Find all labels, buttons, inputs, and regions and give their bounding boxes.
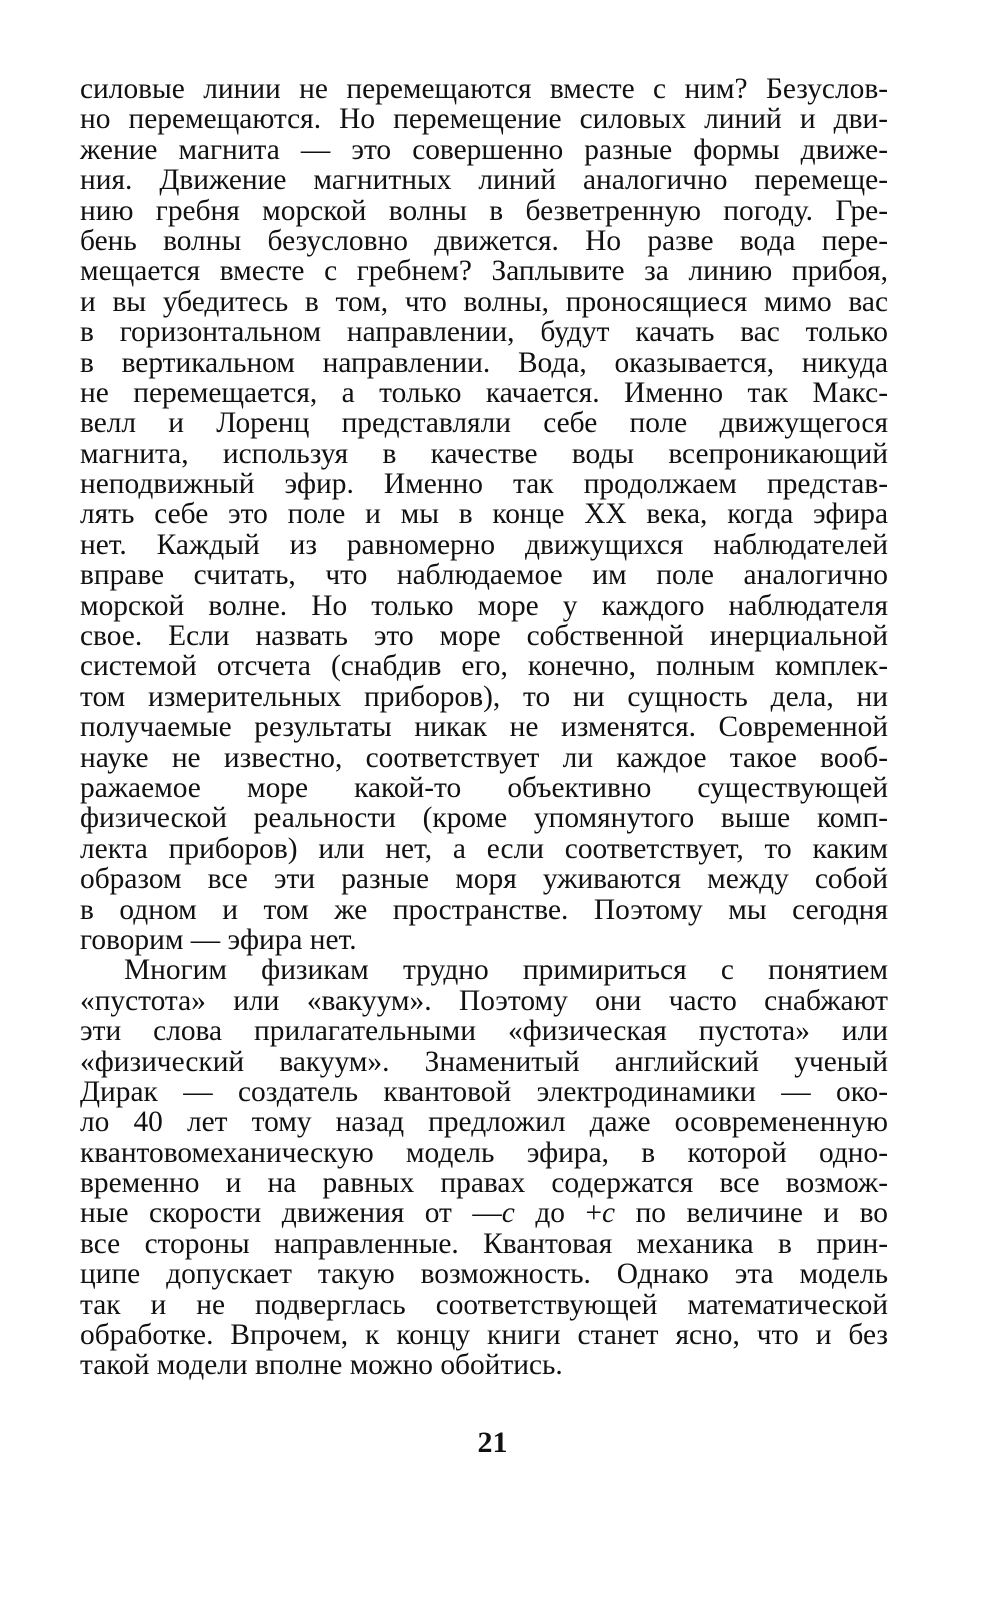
paragraph — [80, 74, 888, 955]
text-line: жение магнита — это совершенно разные формы движе- — [80, 133, 888, 166]
text-line: говорим — эфира нет. — [80, 923, 357, 956]
text-line: «пустота» или «вакуум». Поэтому они часто снабжают — [80, 984, 888, 1017]
text-line: нию гребня морской волны в безветренную погоду. Гре- — [80, 194, 888, 227]
text-line: магнита, используя в качестве воды всепроникающий — [80, 437, 888, 470]
text-line: неподвижный эфир. Именно так продолжаем представ- — [80, 468, 888, 501]
math-symbol: c — [602, 1197, 616, 1230]
text-line: свое. Если назвать это море собственной инерциальной — [80, 620, 888, 653]
text-line: временно и на равных правах содержатся все возмож- — [80, 1167, 888, 1200]
text-line: ные скорости движения от —c до +c по величине и во — [80, 1197, 888, 1230]
text-line: в горизонтальном направлении, будут качать вас только — [80, 316, 888, 349]
text-line: науке не известно, соответствует ли каждое такое вооб- — [80, 741, 888, 774]
math-symbol: c — [501, 1197, 515, 1230]
text-line: образом все эти разные моря уживаются между собой — [80, 863, 888, 896]
paragraph — [80, 955, 888, 1380]
text-line: Многим физикам трудно примириться с понятием — [124, 954, 888, 987]
text-line: Дирак — создатель квантовой электродинамики — око- — [80, 1075, 888, 1108]
text-line: лекта приборов) или нет, а если соответствует, то каким — [80, 832, 888, 865]
text-line: том измерительных приборов), то ни сущность дела, ни — [80, 680, 888, 713]
text-line: ципе допускает такую возможность. Однако эта модель — [80, 1258, 888, 1291]
text-line: нет. Каждый из равномерно движущихся наблюдателей — [80, 528, 888, 561]
text-line: не перемещается, а только качается. Именно так Макс- — [80, 376, 888, 409]
text-line: ло 40 лет тому назад предложил даже осовремененную — [80, 1106, 888, 1139]
text-line: все стороны направленные. Квантовая механика в прин- — [80, 1227, 888, 1260]
text-line: велл и Лоренц представляли себе поле движущегося — [80, 407, 888, 440]
text-line: мещается вместе с гребнем? Заплывите за линию прибоя, — [80, 255, 888, 288]
text-line: физической реальности (кроме упомянутого выше комп- — [80, 802, 888, 835]
text-line: ния. Движение магнитных линий аналогично перемеще- — [80, 164, 888, 197]
text-line: бень волны безусловно движется. Но разве вода пере- — [80, 224, 888, 257]
text-line: квантовомеханическую модель эфира, в которой одно- — [80, 1136, 888, 1169]
text-line: в вертикальном направлении. Вода, оказывается, никуда — [80, 346, 888, 379]
text-line: эти слова прилагательными «физическая пустота» или — [80, 1015, 888, 1048]
text-line: обработке. Впрочем, к концу книги станет ясно, что и без — [80, 1319, 888, 1352]
text-line: и вы убедитесь в том, что волны, проносящиеся мимо вас — [80, 285, 888, 318]
text-line: в одном и том же пространстве. Поэтому мы сегодня — [80, 893, 888, 926]
text-line: силовые линии не перемещаются вместе с ним? Безуслов- — [80, 73, 888, 105]
page-content — [80, 74, 888, 1534]
text-line: получаемые результаты никак не изменятся. Современной — [80, 711, 888, 744]
text-line: но перемещаются. Но перемещение силовых линий и дви- — [80, 103, 888, 136]
text-body — [80, 74, 888, 1381]
text-line: «физический вакуум». Знаменитый английский ученый — [80, 1045, 888, 1078]
page-number: 21 — [477, 1426, 508, 1459]
text-line: лять себе это поле и мы в конце XX века, когда эфира — [80, 498, 888, 531]
text-line: так и не подверглась соответствующей математической — [80, 1288, 888, 1321]
text-line: системой отсчета (снабдив его, конечно, полным комплек- — [80, 650, 888, 683]
text-line: такой модели вполне можно обойтись. — [80, 1349, 563, 1382]
text-line: ражаемое море какой-то объективно существующей — [80, 771, 888, 804]
text-line: морской волне. Но только море у каждого наблюдателя — [80, 589, 888, 622]
text-line: вправе считать, что наблюдаемое им поле аналогично — [80, 559, 888, 592]
